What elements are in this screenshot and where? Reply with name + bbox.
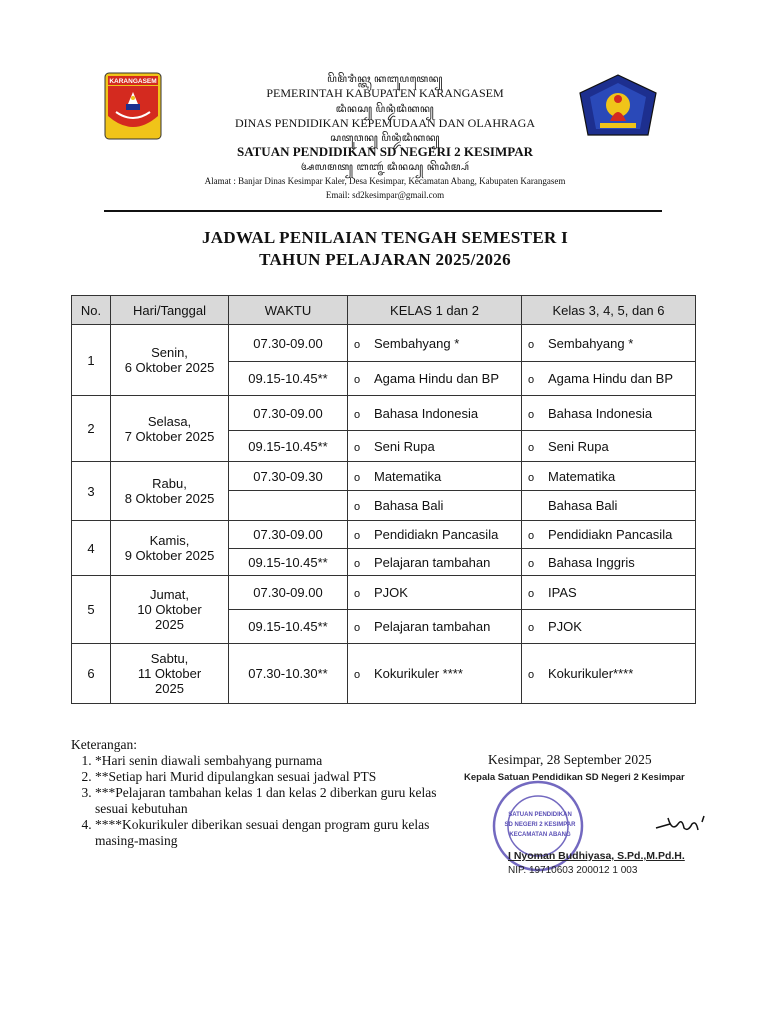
letterhead-department: DINAS PENDIDIKAN KEPEMUDAAN DAN OLAHRAGA <box>235 116 535 130</box>
letterhead-divider <box>104 210 662 212</box>
time-cell: 07.30-09.00 <box>229 325 348 362</box>
time-cell: 09.15-10.45** <box>229 362 348 396</box>
karangasem-logo <box>104 72 162 140</box>
signature-place-date: Kesimpar, 28 September 2025 <box>488 752 652 767</box>
day-date: 11 Oktober <box>137 666 202 681</box>
time-cell: 09.15-10.45** <box>229 610 348 644</box>
row-number: 4 <box>72 521 111 576</box>
row-number: 5 <box>72 576 111 644</box>
day-date: 9 Oktober 2025 <box>124 548 215 563</box>
notes-list <box>71 753 451 849</box>
subject-class-3-6: o Seni Rupa <box>522 431 696 462</box>
day-date: 6 Oktober 2025 <box>124 360 215 375</box>
letterhead-government: PEMERINTAH KABUPATEN KARANGASEM <box>266 86 504 100</box>
row-number: 6 <box>72 644 111 704</box>
subject-class-3-6: o Bahasa Inggris <box>522 549 696 576</box>
subject-class-1-2: o Sembahyang * <box>348 325 522 362</box>
day-date-cell <box>111 462 229 521</box>
subject-class-1-2: o Kokurikuler **** <box>348 644 522 704</box>
day-date-cell <box>111 521 229 576</box>
header-time: WAKTU <box>229 296 348 325</box>
exam-schedule-table <box>71 295 696 704</box>
time-cell: 07.30-09.00 <box>229 396 348 431</box>
letterhead-address: Alamat : Banjar Dinas Kesimpar Kaler, Desa Kesimpar, Kecamatan Abang, Kabupaten Karangasem <box>204 176 566 186</box>
subject-class-3-6: o IPAS <box>522 576 696 610</box>
subject-class-1-2: o Bahasa Bali <box>348 491 522 521</box>
note-item: 3. ***Pelajaran tambahan kelas 1 dan kelas 2 diberkan guru kelas sesuai kebutuhan <box>95 785 451 817</box>
table-row <box>72 396 696 431</box>
header-no: No. <box>72 296 111 325</box>
time-cell: 07.30-09.30 <box>229 462 348 491</box>
day-date-cell <box>111 325 229 396</box>
table-row <box>72 462 696 491</box>
signature-name: I Nyoman Budhiyasa, S.Pd.,M.Pd.H. <box>508 850 685 862</box>
day-name: Sabtu, <box>150 651 189 666</box>
notes-heading: Keterangan: <box>71 737 137 752</box>
subject-class-3-6: o Pendidiakn Pancasila <box>522 521 696 549</box>
day-date: 7 Oktober 2025 <box>124 428 215 444</box>
stamp-line-3: KECAMATAN ABANG <box>509 832 571 838</box>
header-class-1-2: KELAS 1 dan 2 <box>348 296 522 325</box>
table-row <box>72 644 696 704</box>
table-row <box>72 576 696 610</box>
subject-class-1-2: o Seni Rupa <box>348 431 522 462</box>
day-name: Rabu, <box>152 476 187 491</box>
time-cell: 07.30-10.30** <box>229 644 348 704</box>
row-number: 1 <box>72 325 111 396</box>
table-row <box>72 325 696 362</box>
subject-class-1-2: o Pelajaran tambahan <box>348 549 522 576</box>
letterhead-script-4: ꦄꦭꦩꦠ꧀ ꦧꦚ꧀ꦗꦂ ꦢꦶꦤꦱ꧀ ꦏꦼꦱꦶꦩ꧀ꦥꦂ <box>300 162 470 173</box>
subject-class-1-2: o Agama Hindu dan BP <box>348 362 522 396</box>
day-name: Senin, <box>151 345 188 360</box>
signature-nip: NIP. 19710603 200012 1 003 <box>508 865 638 876</box>
subject-class-3-6: o Kokurikuler**** <box>522 644 696 704</box>
notes-section <box>71 737 451 849</box>
subject-class-3-6: o Sembahyang * <box>522 325 696 362</box>
time-cell: 09.15-10.45** <box>229 431 348 462</box>
subject-class-3-6: o Matematika <box>522 462 696 491</box>
row-number: 3 <box>72 462 111 521</box>
day-date-cell <box>111 396 229 462</box>
subject-class-3-6: o PJOK <box>522 610 696 644</box>
time-cell <box>229 491 348 521</box>
day-date-cell <box>111 644 229 704</box>
day-name: Kamis, <box>149 533 190 548</box>
header-class-3-6: Kelas 3, 4, 5, dan 6 <box>522 296 696 325</box>
letterhead-script-2: ꦢꦶꦤꦱ꧀ ꦥꦼꦤ꧀ꦢꦶꦢꦶꦏꦤ꧀ <box>335 104 435 115</box>
subject-class-1-2: o Bahasa Indonesia <box>348 396 522 431</box>
time-cell: 09.15-10.45** <box>229 549 348 576</box>
signature-stamp-area <box>462 768 722 883</box>
logo-left-text: KARANGASEM <box>109 78 157 85</box>
day-date-year: 2025 <box>155 617 184 632</box>
letterhead-script-3: ꦱꦠꦸꦮꦤ꧀ ꦥꦼꦤ꧀ꦢꦶꦢꦶꦏꦤ꧀ <box>330 133 440 144</box>
subject-class-1-2: o PJOK <box>348 576 522 610</box>
subject-class-3-6: o Bahasa Indonesia <box>522 396 696 431</box>
note-item: 1. *Hari senin diawali sembahyang purnama <box>95 753 451 769</box>
note-item: 4. ****Kokurikuler diberikan sesuai dengan program guru kelas masing-masing <box>95 817 451 849</box>
letterhead-school: SATUAN PENDIDIKAN SD NEGERI 2 KESIMPAR <box>236 144 534 159</box>
letterhead-email: Email: sd2kesimpar@gmail.com <box>325 190 445 200</box>
subject-class-1-2: o Pendidiakn Pancasila <box>348 521 522 549</box>
subject-class-1-2: o Matematika <box>348 462 522 491</box>
stamp-line-2: SD NEGERI 2 KESIMPAR <box>504 822 576 828</box>
day-date-cell <box>111 576 229 644</box>
header-day-date: Hari/Tanggal <box>111 296 229 325</box>
page-subtitle: TAHUN PELAJARAN 2025/2026 <box>259 250 511 269</box>
row-number: 2 <box>72 396 111 462</box>
page-title: JADWAL PENILAIAN TENGAH SEMESTER I <box>201 228 569 247</box>
handwritten-signature <box>652 810 722 840</box>
day-name: Selasa, <box>147 413 192 429</box>
note-item: 2. **Setiap hari Murid dipulangkan sesuai jadwal PTS <box>95 769 451 785</box>
day-name: Jumat, <box>149 587 189 602</box>
letterhead-script-1: ꦥꦼꦩꦼꦫꦶꦤ꧀ꦠꦃ ꦏꦧꦸꦥꦠꦺꦤ꧀ <box>327 74 443 85</box>
day-date: 8 Oktober 2025 <box>124 491 215 506</box>
subject-class-3-6: o Agama Hindu dan BP <box>522 362 696 396</box>
subject-class-3-6: Bahasa Bali <box>522 491 696 521</box>
subject-class-1-2: o Pelajaran tambahan <box>348 610 522 644</box>
time-cell: 07.30-09.00 <box>229 576 348 610</box>
signature-position: Kepala Satuan Pendidikan SD Negeri 2 Kesimpar <box>464 772 685 783</box>
day-date-year: 2025 <box>155 681 184 696</box>
time-cell: 07.30-09.00 <box>229 521 348 549</box>
stamp-line-1: SATUAN PENDIDIKAN <box>508 812 572 818</box>
table-header-row <box>72 296 696 325</box>
table-row <box>72 521 696 549</box>
day-date: 10 Oktober <box>137 602 202 617</box>
